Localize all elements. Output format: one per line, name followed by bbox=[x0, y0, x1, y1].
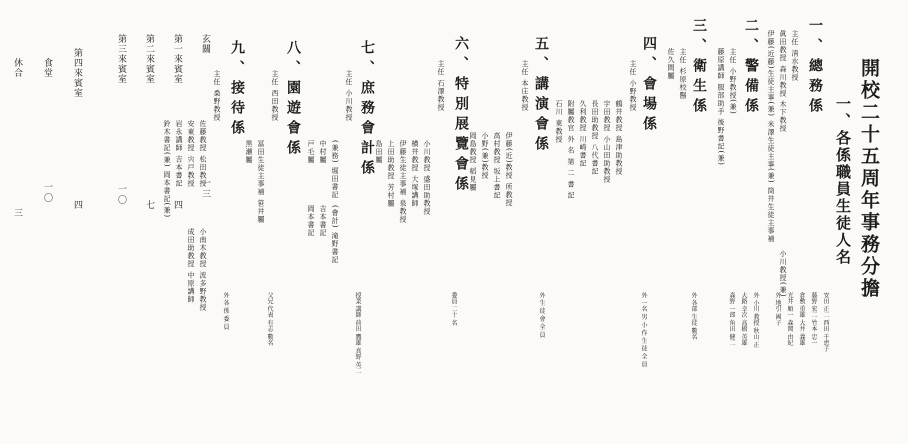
section-heading: 七、庶務會計係 bbox=[359, 40, 375, 180]
section-line: 安東教授 宍戸教授 bbox=[187, 120, 195, 188]
member-line: 光井 順一 森岡 由紀 bbox=[786, 292, 793, 346]
room-label: 第一來賓室 bbox=[172, 34, 182, 84]
section-line: 宇田教授 小山田助教授 bbox=[603, 100, 611, 184]
section-heading: 六、特別展覽會係 bbox=[453, 36, 469, 196]
section-line: 小川教授 盛田助教授 bbox=[423, 140, 431, 216]
section-line: 主任 本庄教授 bbox=[521, 60, 529, 112]
section-line: 鶴井教授 島津助教授 bbox=[615, 100, 623, 176]
member-line: 委員 二十 名 bbox=[450, 292, 457, 326]
member-line: 安田 正二 西田 千恵子 bbox=[822, 292, 829, 352]
section-heading: 一、總務係 bbox=[807, 18, 823, 118]
section-line: 横井教授 大塚講師 bbox=[411, 140, 419, 208]
section-line: 長田助教授 八代書記 bbox=[591, 100, 599, 176]
room-label: 玄關 bbox=[200, 34, 210, 54]
section-line: 小川教授(兼) bbox=[779, 250, 787, 298]
section-line: 黒瀬屬 bbox=[245, 140, 253, 164]
section-heading: 二、警備係 bbox=[743, 18, 759, 118]
section-line: 主任 小野教授(兼) bbox=[729, 48, 737, 115]
room-count: 四 bbox=[72, 200, 82, 211]
section-heading: 八、園遊會係 bbox=[285, 40, 301, 160]
room-label: 第四來賓室 bbox=[72, 48, 82, 98]
section-line: 主任 清水教授 bbox=[791, 30, 799, 82]
section-line: 小南木教授 波多野教授 bbox=[199, 228, 207, 312]
member-line: 藤野 宏二 竹本 忠一 bbox=[810, 292, 817, 346]
section-line: 主任 石澤教授 bbox=[437, 60, 445, 112]
section-line: 主任 杉原校醫 bbox=[679, 48, 687, 100]
room-count: 一三 bbox=[200, 178, 210, 200]
section-line: 吉本書記 bbox=[319, 205, 327, 237]
section-line: 岡島教授 稻見屬 bbox=[469, 132, 477, 192]
room-count: 七 bbox=[144, 200, 154, 211]
section-line: 成田助教授 中原講師 bbox=[187, 228, 195, 304]
section-line: 高村教授 坂上書記 bbox=[493, 132, 501, 200]
section-heading: 九、接待係 bbox=[229, 40, 245, 140]
section-line: 鈴木書記(兼) 岡本書記(兼) bbox=[163, 120, 171, 219]
section-line: 中村屬 bbox=[319, 140, 327, 164]
section-line: 藤原講師 服部助手 後野書記(兼) bbox=[717, 48, 725, 166]
section-line: 久利教授 川崎書記 bbox=[579, 100, 587, 168]
member-line: 授業 講師 前田 鷹雄 真野 英二 bbox=[354, 292, 361, 374]
section-line: 主任 西田教授 bbox=[271, 70, 279, 122]
section-line: 伊藤(近)教授 所教授 bbox=[505, 132, 513, 207]
room-label: 第三來賓室 bbox=[116, 34, 126, 84]
section-line: (會計) 滝野書記 bbox=[331, 205, 339, 264]
section-line: (兼務) 堀田書記 bbox=[331, 140, 339, 199]
page-subtitle: 一、各係職員生徒人名 bbox=[834, 96, 852, 266]
member-line: 父兄 代表 有志 數名 bbox=[266, 292, 273, 346]
section-heading: 四、會場係 bbox=[641, 36, 657, 136]
room-label: 休合 bbox=[12, 58, 22, 78]
member-line: 外 一名 男 小 作 生 徒 全 員 bbox=[640, 292, 647, 368]
section-line: 佐久間屬 bbox=[667, 48, 675, 80]
member-line: 外 地引 國子 bbox=[774, 292, 781, 326]
section-line: 伊藤(近藤)生徒主事(兼) 米澤生徒主事(兼) 筒井生徒主事補 bbox=[767, 30, 775, 243]
member-line: 外 生 徒 會 全 員 bbox=[538, 292, 545, 338]
member-line: 大路 幸次 高橋 英雄 bbox=[740, 292, 747, 346]
section-line: 佐藤教授 松田教授 bbox=[199, 120, 207, 188]
member-line: 森野 一郎 角田 健二 bbox=[728, 292, 735, 346]
section-line: 上田助教授 芳村屬 bbox=[387, 140, 395, 208]
section-heading: 三、衛生係 bbox=[691, 18, 707, 118]
section-heading: 五、講演會係 bbox=[533, 36, 549, 156]
section-line: 石川 東教授 bbox=[555, 100, 563, 144]
member-line: 外 各部 生徒 數名 bbox=[690, 292, 697, 340]
member-line: 外 小川 教授 秋山 正 bbox=[752, 292, 759, 348]
section-line: 附屬教官 外 名 第 二 書 記 bbox=[567, 100, 575, 200]
section-line: 小野(兼)教授 bbox=[481, 132, 489, 180]
room-label: 第二來賓室 bbox=[144, 34, 154, 84]
section-line: 島田屬 bbox=[375, 140, 383, 164]
section-line: 岩永講師 吉本書記 bbox=[175, 120, 183, 188]
room-count: 一〇 bbox=[116, 184, 126, 206]
section-line: 伊藤生徒主事補 泉教授 bbox=[399, 140, 407, 224]
room-count: 三 bbox=[12, 208, 22, 219]
section-line: 眞田教授 森川教授 木下教授 bbox=[779, 30, 787, 133]
section-line: 戸毛屬 bbox=[307, 140, 315, 164]
room-count: 四 bbox=[172, 200, 182, 211]
section-line: 主任 桑野教授 bbox=[213, 70, 221, 122]
room-count: 一〇 bbox=[42, 182, 52, 204]
member-line: 倉敷 重雄 大井 義雄 bbox=[798, 292, 805, 346]
section-line: 岡本書記 bbox=[307, 205, 315, 237]
section-line: 冨田生徒主事補 笹井屬 bbox=[257, 140, 265, 224]
section-line: 主任 小野教授 bbox=[629, 60, 637, 112]
room-label: 食堂 bbox=[42, 58, 52, 78]
page-title: 開校二十五周年事務分擔 bbox=[858, 58, 880, 300]
section-line: 主任 小川教授 bbox=[345, 70, 353, 122]
member-line: 外 各 係 委 員 bbox=[222, 292, 229, 330]
